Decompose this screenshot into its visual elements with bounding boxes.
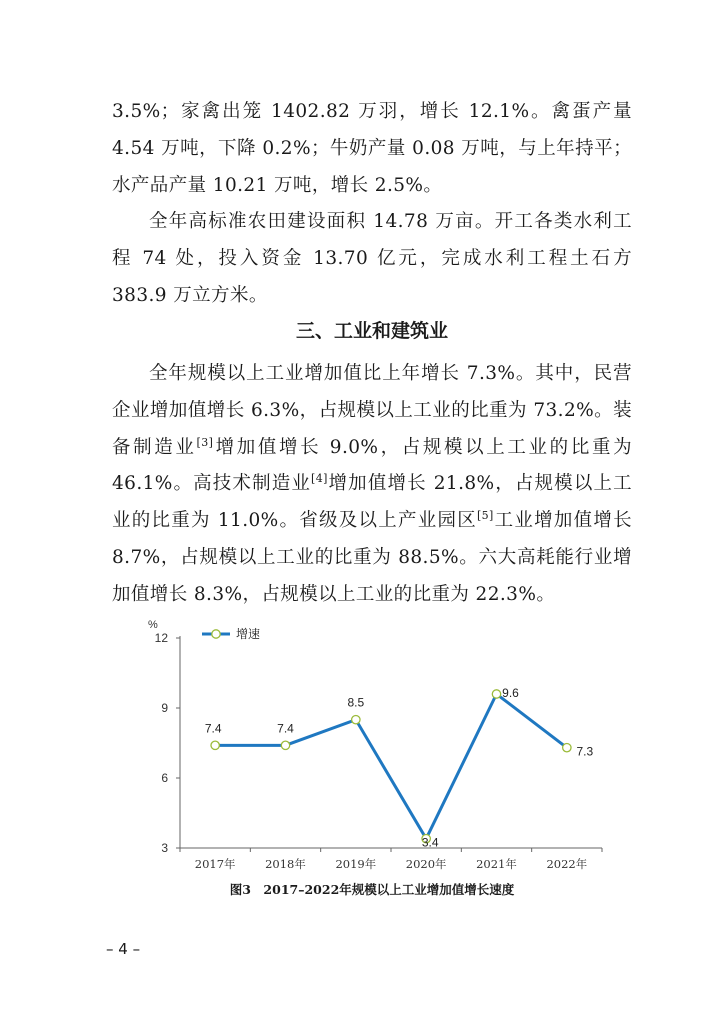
y-tick-label: 9: [161, 701, 168, 715]
legend-marker-swatch: [212, 630, 220, 638]
data-label: 8.5: [347, 695, 365, 710]
y-tick-label: 6: [161, 771, 168, 785]
data-point-marker: [492, 690, 500, 698]
x-tick-label: 2020年: [405, 857, 447, 871]
legend-label: 增速: [236, 627, 261, 641]
industry-text-a: 全年规模以上工业增加值比上年增长 7.3%。其中，民营企业增加值增长 6.3%，占规模以上工业的比重为 73.2%。装备制造业: [112, 363, 632, 458]
paragraph-farmland: 全年高标准农田建设面积 14.78 万亩。开工各类水利工程 74 处，投入资金 13.70 亿元，完成水利工程土石方 383.9 万立方米。: [112, 211, 632, 306]
industry-text-d: 工业增加值增长 8.7%，占规模以上工业的比重为 88.5%。六大高耗能行业增加值增长 8.3%，占规模以上工业的比重为 22.3%。: [112, 510, 632, 605]
industry-text-b: 增加值增长 9.0%，占规模以上工业的比重为 46.1%。高技术制造业: [112, 436, 632, 495]
data-point-marker: [563, 743, 571, 751]
section-heading: 三、工业和建筑业: [295, 320, 448, 342]
footnote-ref-3[interactable]: [3]: [196, 435, 214, 449]
data-label: 7.4: [277, 721, 294, 736]
x-tick-label: 2021年: [476, 857, 517, 871]
x-tick-label: 2022年: [546, 857, 588, 871]
page-number: – 4 –: [106, 940, 141, 958]
data-label: 7.3: [576, 744, 594, 759]
paragraph-industry: [112, 356, 632, 614]
data-point-marker: [211, 741, 219, 749]
paragraph-livestock: 3.5%；家禽出笼 1402.82 万羽，增长 12.1%。禽蛋产量 4.54 万吨，下降 0.2%；牛奶产量 0.08 万吨，与上年持平；水产品产量 10.21 万吨，增长 2.5%。: [112, 101, 632, 196]
x-tick-label: 2018年: [265, 857, 306, 871]
y-tick-label: 3: [161, 841, 168, 855]
data-point-marker: [281, 741, 289, 749]
footnote-ref-5[interactable]: [5]: [476, 509, 494, 523]
footnote-ref-4[interactable]: [4]: [311, 472, 328, 486]
y-tick-label: 12: [154, 631, 168, 645]
data-label: 3.4: [421, 835, 439, 850]
y-axis-unit-label: %: [148, 619, 158, 631]
data-label: 7.4: [204, 721, 222, 736]
chart-caption: 图3 2017–2022年规模以上工业增加值增长速度: [229, 882, 515, 897]
industry-text-c: 增加值增长 21.8%，占规模以上工业的比重为 11.0%。省级及以上产业园区: [112, 473, 632, 532]
x-tick-label: 2019年: [335, 857, 377, 871]
data-point-marker: [352, 715, 360, 723]
growth-line-chart: [140, 612, 610, 874]
series-line-growth: [215, 694, 567, 839]
x-tick-label: 2017年: [194, 857, 236, 871]
data-label: 9.6: [502, 686, 519, 700]
